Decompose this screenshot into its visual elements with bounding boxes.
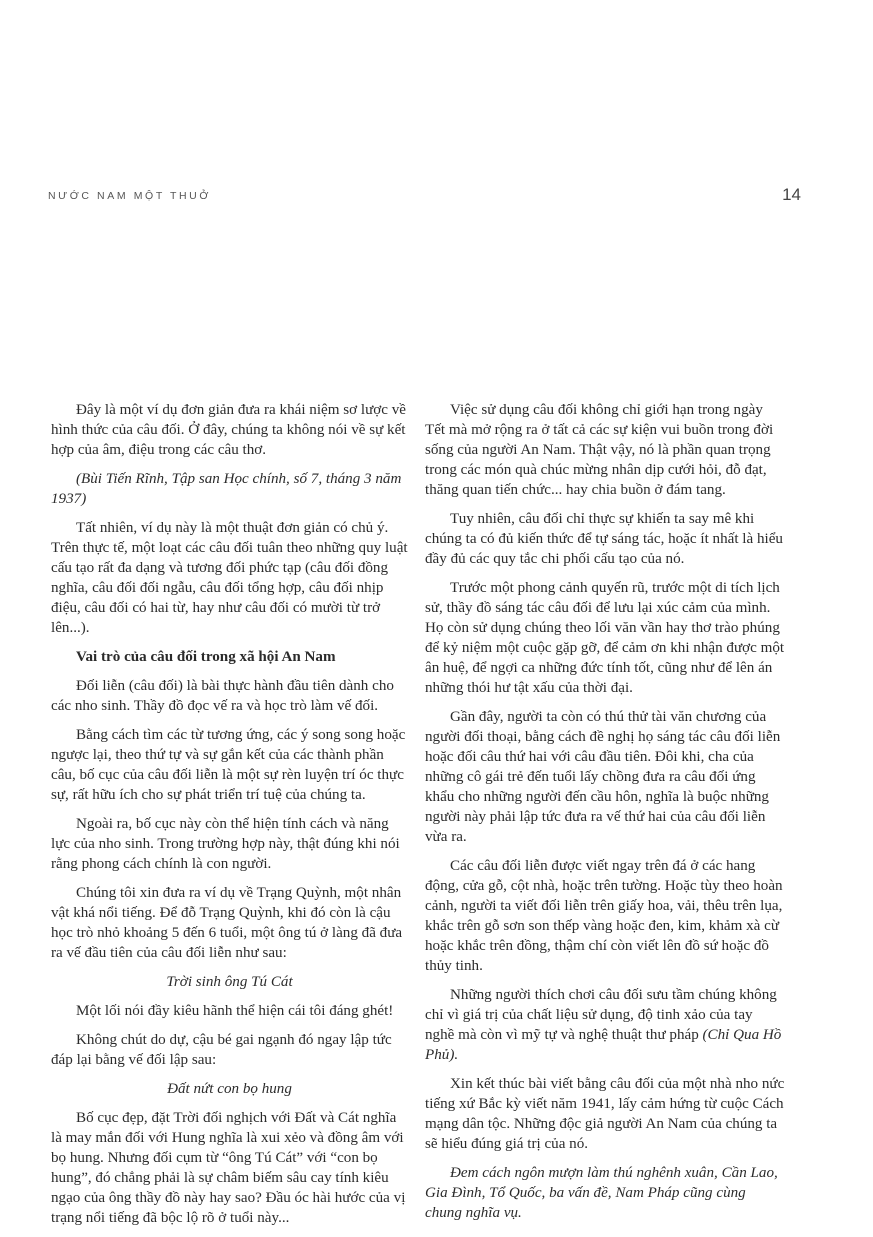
paragraph-text: Những người thích chơi câu đối sưu tầm chúng không chỉ vì giá trị của chất liệu sử dụng, độ tinh xảo của tay nghề mà còn vì mỹ tự và nghệ thuật thư pháp xyxy=(425,987,777,1043)
closing-couplet: Đem cách ngôn mượn làm thú nghênh xuân, Cần Lao, Gia Đình, Tổ Quốc, ba vấn đề, Nam Pháp cũng cùng chung nghĩa vụ. xyxy=(425,1165,778,1221)
paragraph-italic-reference: (Chỉ Qua Hồ Phủ). xyxy=(425,1027,782,1063)
section-heading: Vai trò của câu đối trong xã hội An Nam xyxy=(76,649,336,665)
paragraph: Chúng tôi xin đưa ra ví dụ về Trạng Quỳnh, một nhân vật khá nổi tiếng. Để đỗ Trạng Quỳnh, khi đó còn là cậu học trò nhỏ khoảng 5 đến 6 tuổi, một ông tú ở làng đã đưa ra vế đầu tiên của câu đối liễn như sau: xyxy=(51,885,403,961)
verse-line: Trời sinh ông Tú Cát xyxy=(166,974,293,990)
paragraph: Bằng cách tìm các từ tương ứng, các ý song song hoặc ngược lại, theo thứ tự và sự gắn kết của các thành phần câu, bố cục của câu đối liễn là một sự rèn luyện trí óc thực sự, rất hữu ích cho sự phát triển trí tuệ của chúng ta. xyxy=(51,727,406,803)
paragraph: Trước một phong cảnh quyến rũ, trước một di tích lịch sử, thầy đồ sáng tác câu đối để lưu lại xúc cảm của mình. Họ còn sử dụng chúng theo lối văn vần hay thơ trào phúng để kỷ niệm một cuộc gặp gỡ, để cảm ơn khi nhận được một ân huệ, để ngợi ca những đức tính tốt, cũng như để lên án những thói hư tật xấu của thời đại. xyxy=(425,580,785,696)
paragraph: Đối liễn (câu đối) là bài thực hành đầu tiên dành cho các nho sinh. Thầy đồ đọc vế ra và học trò làm vế đối. xyxy=(51,678,394,714)
paragraph: Tuy nhiên, câu đối chỉ thực sự khiến ta say mê khi chúng ta có đủ kiến thức để tự sáng tác, hoặc ít nhất là hiểu đầy đủ các quy tắc chi phối cấu tạo của nó. xyxy=(425,511,783,567)
citation: (Bùi Tiến Rĩnh, Tập san Học chính, số 7, tháng 3 năm 1937) xyxy=(51,471,402,507)
running-header: NƯỚC NAM MỘT THUỞ xyxy=(48,190,211,202)
verse-line: Đất nứt con bọ hung xyxy=(167,1081,292,1097)
paragraph: Không chút do dự, cậu bé gai ngạnh đó ngay lập tức đáp lại bằng vế đối lập sau: xyxy=(51,1032,392,1068)
left-column xyxy=(51,400,408,1237)
paragraph: Gần đây, người ta còn có thú thử tài văn chương của người đối thoại, bằng cách đề nghị họ sáng tác câu đối liễn hoặc đối câu thứ hai với câu đầu tiên. Đôi khi, cha của những cô gái trẻ đến tuổi lấy chồng đưa ra câu đối ứng khẩu cho những người đến cầu hôn, nghĩa là buộc những người này phải lập tức đưa ra vế thứ hai của câu đối liễn vừa ra. xyxy=(425,709,781,845)
paragraph: Việc sử dụng câu đối không chỉ giới hạn trong ngày Tết mà mở rộng ra ở tất cả các sự kiện vui buồn trong đời sống của người An Nam. Thật vậy, nó là phần quan trọng trong các món quà chúc mừng nhân dịp cưới hỏi, đỗ đạt, thăng quan tiến chức... hay chia buồn ở đám tang. xyxy=(425,402,774,498)
paragraph: Xin kết thúc bài viết bằng câu đối của một nhà nho nức tiếng xứ Bắc kỳ viết năm 1941, lấy cảm hứng từ cuộc Cách mạng dân tộc. Những độc giả người An Nam của chúng ta sẽ hiểu đúng giá trị của nó. xyxy=(425,1076,785,1152)
paragraph: Đây là một ví dụ đơn giản đưa ra khái niệm sơ lược về hình thức của câu đối. Ở đây, chúng ta không nói về sự kết hợp của âm, điệu trong các câu thơ. xyxy=(51,402,406,458)
paragraph: Ngoài ra, bố cục này còn thể hiện tính cách và năng lực của nho sinh. Trong trường hợp này, thật đúng khi nói rằng phong cách chính là con người. xyxy=(51,816,400,872)
paragraph: Bố cục đẹp, đặt Trời đối nghịch với Đất và Cát nghĩa là may mắn đối với Hung nghĩa là xui xẻo và đồng âm với bọ hung. Nhưng đối cụm từ “ông Tú Cát” với “con bọ hung”, đó chẳng phải là sự châm biếm sâu cay tính kiêu ngạo của ông thầy đồ này hay sao? Đầu óc hài hước của vị trạng nổi tiếng đã bộc lộ rõ ở tuổi này... xyxy=(51,1110,406,1226)
paragraph: Một lối nói đầy kiêu hãnh thể hiện cái tôi đáng ghét! xyxy=(76,1003,394,1019)
paragraph: Các câu đối liễn được viết ngay trên đá ở các hang động, cửa gỗ, cột nhà, hoặc trên tường. Hoặc tùy theo hoàn cảnh, người ta viết đối liễn trên giấy hoa, vải, thêu trên lụa, khắc trên gỗ sơn son thếp vàng hoặc đen, kim, khảm xà cừ hoặc khắc trên đồng, thậm chí còn viết lên đồ sứ hoặc đồ thủy tinh. xyxy=(425,858,783,974)
page-number: 14 xyxy=(782,185,801,204)
paragraph xyxy=(425,985,785,1065)
right-column xyxy=(425,400,785,1232)
paragraph: Tất nhiên, ví dụ này là một thuật đơn giản có chủ ý. Trên thực tế, một loạt các câu đối tuân theo những quy luật cấu tạo rất đa dạng và tương đối phức tạp (câu đối đồng nghĩa, câu đối đối ngẫu, câu đối tổng hợp, câu đối nhịp điệu, câu đối có hai từ, hay như câu đối có mười từ trở lên...). xyxy=(51,520,408,636)
